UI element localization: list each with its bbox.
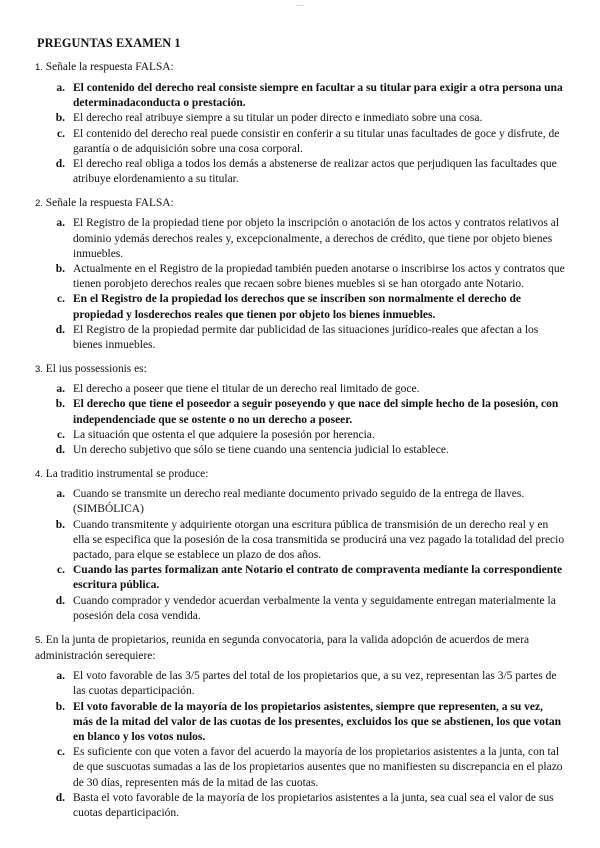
option-text: Cuando comprador y vendedor acuerdan verbalmente la venta y seguidamente entregan materialmente la posesión dela cosa vendida. [73, 594, 556, 622]
option-letter: b. [55, 263, 65, 276]
question-text: Señale la respuesta FALSA: [45, 61, 174, 73]
option-text: Actualmente en el Registro de la propiedad también pueden anotarse o inscribirse los actos y contratos que tienen porobjeto derechos reales que recaen sobre bienes muebles si se han otorgado ante Notario. [73, 263, 565, 291]
question-text: El ius possessionis es: [45, 363, 147, 376]
question-number: 5. [35, 635, 43, 647]
option-c [35, 428, 565, 443]
option-text: En el Registro de la propiedad los derechos que se inscriben son normalmente el derecho de propiedad y losderechos reales que tienen por objeto los bienes inmuebles. [73, 293, 521, 321]
option-letter: b. [55, 518, 65, 531]
option-letter: a. [56, 383, 65, 396]
option-letter: a. [56, 670, 65, 683]
option-text: Cuando transmitente y adquiriente otorgan una escritura pública de transmisión de un derecho real y en ella se especifica que la posesión de la cosa transmitida se producirá una vez pagado la totalidad del precio pactado, para elque se establece un plazo de dos años. [73, 518, 565, 562]
question-number: 1. [35, 62, 43, 73]
option-text: El Registro de la propiedad permite dar publicidad de las situaciones jurídico-reales que afectan a los bienes inmuebles. [73, 323, 539, 352]
question-stem [35, 196, 565, 211]
option-text: Cuando se transmite un derecho real mediante documento privado seguido de la entrega de llaves. (SIMBÓLICA) [73, 488, 525, 516]
option-text: El voto favorable de las 3/5 partes del total de los propietarios que, a su vez, representan las 3/5 partes de las cuotas departicipación. [73, 670, 557, 698]
option-b [35, 111, 565, 126]
option-letter: c. [57, 746, 65, 759]
questions-list [35, 60, 565, 830]
option-d [35, 594, 565, 624]
option-c [35, 745, 565, 791]
option-b [35, 262, 565, 292]
option-text: El contenido del derecho real puede consistir en conferir a su titular unas facultades de goce y disfrute, de garantía o de adquisición sobre una cosa corporal. [73, 127, 560, 155]
option-c [35, 292, 565, 322]
option-letter: d. [55, 444, 65, 457]
option-letter: a. [56, 488, 65, 501]
option-text: El derecho real atribuye siempre a su titular un poder directo e inmediato sobre una cosa. [73, 112, 483, 125]
question-text: La traditio instrumental se produce: [45, 468, 209, 481]
question-5 [35, 633, 565, 821]
option-a [35, 382, 565, 397]
option-c [35, 127, 565, 157]
question-4 [35, 467, 565, 624]
option-text: La situación que ostenta el que adquiere la posesión por herencia. [73, 428, 375, 441]
option-text: El derecho real obliga a todos los demás a abstenerse de realizar actos que perjudiquen las facultades que atribuye elordenamiento a su titular. [73, 158, 557, 186]
question-stem [35, 467, 565, 482]
question-stem [35, 60, 565, 75]
option-letter: d. [55, 791, 65, 804]
option-letter: b. [55, 398, 65, 411]
option-a [35, 487, 565, 517]
option-letter: c. [57, 564, 65, 577]
option-text: El derecho a poseer que tiene el titular de un derecho real limitado de goce. [73, 383, 420, 396]
question-number: 3. [35, 364, 43, 376]
option-text: El voto favorable de la mayoría de los propietarios asistentes, siempre que representen, a su vez, más de la mitad del valor de las cuotas de los presentes, excluidos los que se abstienen, los que votan en blanco y los votos nulos. [73, 700, 562, 743]
question-3 [35, 362, 565, 458]
option-text: Basta el voto favorable de la mayoría de los propietarios asistentes a la junta, sea cual sea el valor de sus cuotas departicipación. [73, 791, 554, 819]
option-d [35, 443, 565, 458]
option-text: El derecho que tiene el poseedor a seguir poseyendo y que nace del simple hecho de la posesión, con independenciade que se ostente o no un derecho a poseer. [73, 398, 559, 426]
question-number: 2. [35, 198, 43, 210]
option-text: El contenido del derecho real consiste siempre en facultar a su titular para exigir a otra persona una determinadaconducta o prestación. [73, 82, 563, 110]
option-letter: d. [55, 158, 65, 171]
question-stem [35, 362, 565, 377]
option-b [35, 397, 565, 427]
option-b [35, 518, 565, 564]
question-1 [35, 60, 565, 187]
question-number: 4. [35, 469, 43, 481]
option-b [35, 700, 565, 746]
question-text: En la junta de propietarios, reunida en segunda convocatoria, para la valida adopción de acuerdos de mera administración serequiere: [35, 634, 530, 662]
option-d [35, 323, 565, 353]
option-c [35, 563, 565, 593]
option-d [35, 791, 565, 821]
header-mark: ___ [295, 1, 305, 7]
option-letter: b. [55, 112, 65, 125]
question-2 [35, 196, 565, 353]
option-letter: c. [57, 428, 65, 441]
option-a [35, 216, 565, 262]
page-title: PREGUNTAS EXAMEN 1 [37, 36, 181, 50]
option-letter: c. [57, 127, 65, 140]
option-letter: a. [56, 217, 65, 230]
option-letter: d. [55, 594, 65, 607]
option-d [35, 157, 565, 187]
option-text: El Registro de la propiedad tiene por objeto la inscripción o anotación de los actos y contratos relativos al dominio ydemás derechos reales y, excepcionalmente, a derechos de crédito, que tiene por objeto bienes inmuebles. [73, 217, 560, 260]
option-letter: c. [57, 293, 65, 306]
option-a [35, 81, 565, 111]
option-letter: d. [55, 323, 65, 336]
option-letter: a. [56, 82, 65, 94]
option-text: Es suficiente con que voten a favor del acuerdo la mayoría de los propietarios asistentes a la junta, con tal de que suscuotas sumadas a las de los propietarios ausentes que no manifiesten su discrepancia en el plazo de 30 días, representen más de la mitad de las cuotas. [73, 746, 563, 789]
question-stem [35, 633, 565, 664]
question-text: Señale la respuesta FALSA: [45, 197, 174, 210]
option-a [35, 669, 565, 699]
option-text: Un derecho subjetivo que sólo se tiene cuando una sentencia judicial lo establece. [73, 444, 449, 457]
option-text: Cuando las partes formalizan ante Notario el contrato de compraventa mediante la correspondiente escritura pública. [73, 564, 563, 592]
option-letter: b. [55, 700, 65, 713]
